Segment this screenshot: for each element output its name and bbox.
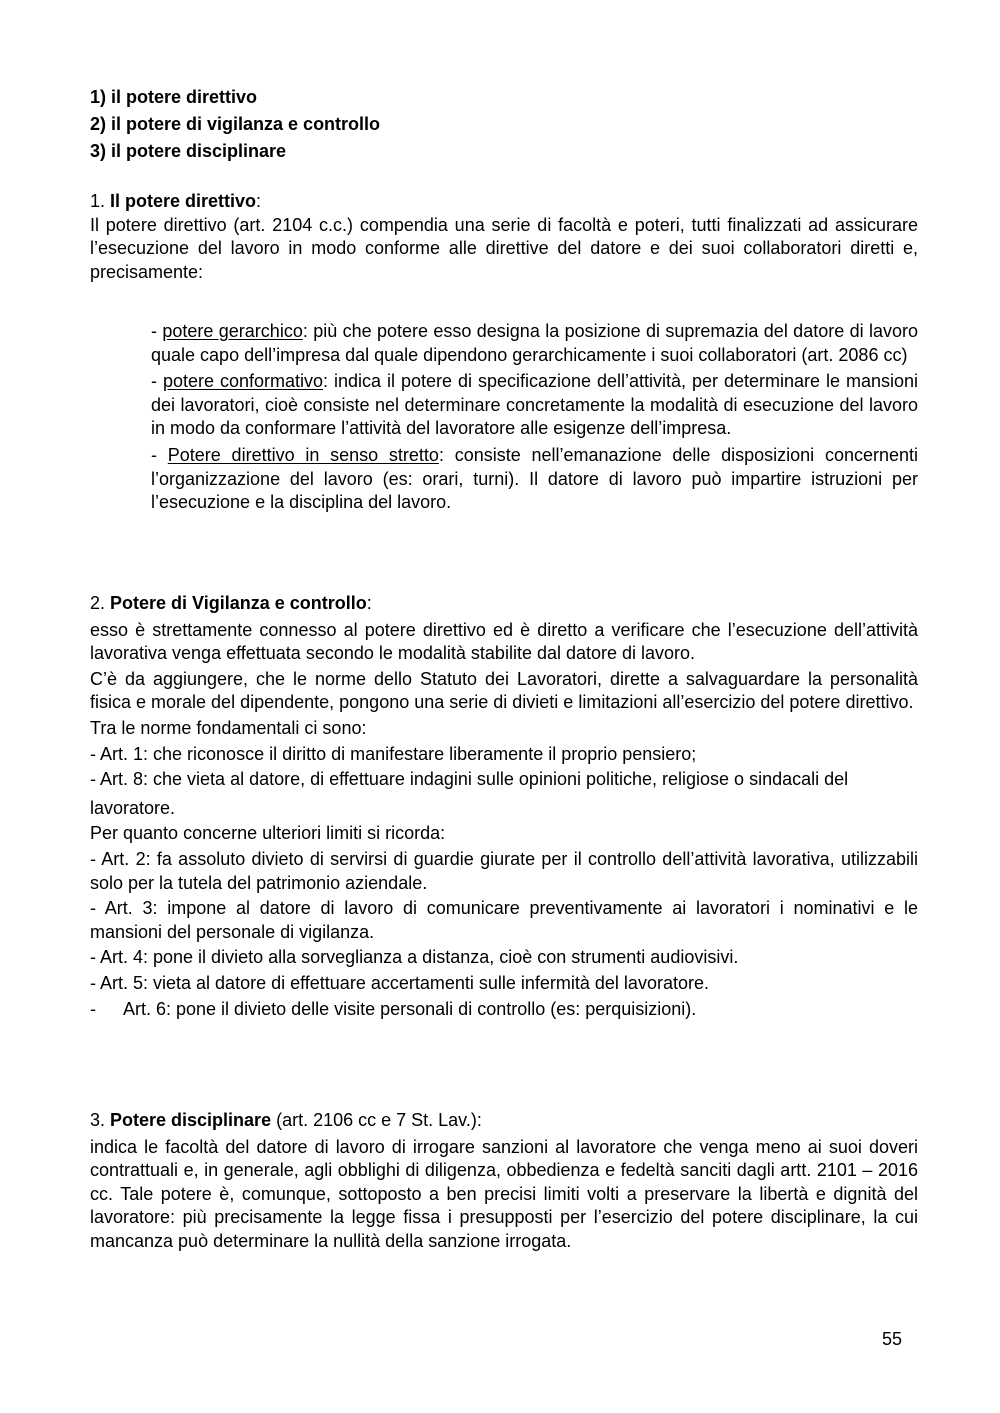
term-underlined: potere gerarchico (162, 321, 303, 341)
paragraph: - Art. 2: fa assoluto divieto di servirsi di guardie giurate per il controllo dell’attività lavorativa, utilizzabili solo per la tutela del patrimonio aziendale. (90, 848, 918, 893)
section-1-title: Il potere direttivo (110, 191, 257, 211)
section-3 (90, 1109, 918, 1256)
section-2-title: Potere di Vigilanza e controllo (110, 593, 367, 613)
paragraph: lavoratore. (90, 797, 176, 818)
paragraph: - Art. 5: vieta al datore di effettuare accertamenti sulle infermità del lavoratore. (90, 972, 709, 993)
list-item: - Potere direttivo in senso stretto: consiste nell’emanazione delle disposizioni concernenti l’organizzazione del lavoro (es: orari, turni). Il datore di lavoro può impartire istruzioni per l’esecuzione e la disciplina del lavoro. (151, 444, 919, 513)
paragraph: esso è strettamente connesso al potere direttivo ed è diretto a verificare che l’esecuzione dell’attività lavorativa venga effettuata secondo le modalità stabilite dal datore di lavoro. (90, 619, 918, 664)
paragraph: indica le facoltà del datore di lavoro di irrogare sanzioni al lavoratore che venga meno ai suoi doveri contrattuali e, in generale, agli obblighi di diligenza, obbedienza e fedeltà sanciti dagli artt. 2101 – 2016 cc. Tale potere è, comunque, sottoposto a ben precisi limiti volti a preservare la libertà e dignità del lavoratore: più precisamente la legge fissa i presupposti per l’esercizio del potere disciplinare, la cui mancanza può determinare la nullità della sanzione irrogata. (90, 1136, 918, 1251)
intro-item: 2) il potere di vigilanza e controllo (90, 114, 381, 134)
term-underlined: potere conformativo (162, 371, 324, 392)
section-3-title: Potere disciplinare (110, 1110, 272, 1130)
page-number: 55 (882, 1329, 903, 1349)
paragraph: - Art. 1: che riconosce il diritto di manifestare liberamente il proprio pensiero; (90, 743, 697, 764)
section-3-heading: 3. Potere disciplinare (art. 2106 cc e 7 St. Lav.): (90, 1110, 482, 1130)
paragraph: - Art. 4: pone il divieto alla sorveglianza a distanza, cioè con strumenti audiovisivi. (90, 947, 739, 968)
intro-item: 1) il potere direttivo (90, 87, 258, 107)
paragraph: - Art. 3: impone al datore di lavoro di comunicare preventivamente ai lavoratori i nominativi e le mansioni del personale di vigilanza. (90, 898, 918, 942)
paragraph: Tra le norme fondamentali ci sono: (90, 717, 367, 738)
section-1-intro: Il potere direttivo (art. 2104 c.c.) compendia una serie di facoltà e poteri, tutti finalizzati ad assicurare l’esecuzione del lavoro in modo conforme alle direttive del datore e dei suoi collaboratori diretti e, precisamente: (90, 214, 918, 282)
list-item: - potere conformativo: indica il potere di specificazione dell’attività, per determinare le mansioni dei lavoratori, cioè consiste nel determinare concretamente la modalità di esecuzione del lavoro in modo da conformare l’attività del lavoratore alle esigenze dell’impresa. (151, 371, 918, 439)
section-1-heading: 1. Il potere direttivo: (90, 191, 262, 211)
section-1-items (151, 320, 918, 518)
intro-item: 3) il potere disciplinare (90, 141, 287, 161)
paragraph: Per quanto concerne ulteriori limiti si ricorda: (90, 823, 446, 844)
section-1 (90, 190, 918, 286)
section-2-heading: 2. Potere di Vigilanza e controllo: (90, 593, 372, 613)
section-2 (90, 592, 918, 1021)
list-item: - Art. 6: pone il divieto delle visite personali di controllo (es: perquisizioni). (90, 998, 697, 1019)
intro-list (90, 84, 380, 165)
term-underlined: Potere direttivo in senso stretto (167, 444, 439, 465)
list-item: - potere gerarchico: più che potere esso designa la posizione di supremazia del datore di lavoro quale capo dell’impresa dal quale dipendono gerarchicamente i suoi collaboratori (art. 2086 cc) (151, 321, 918, 365)
paragraph: - Art. 8: che vieta al datore, di effettuare indagini sulle opinioni politiche, religiose o sindacali del (90, 769, 849, 790)
paragraph: C’è da aggiungere, che le norme dello Statuto dei Lavoratori, dirette a salvaguardare la personalità fisica e morale del dipendente, pongono una serie di divieti e limitazioni all’esercizio del potere direttivo. (90, 668, 918, 713)
